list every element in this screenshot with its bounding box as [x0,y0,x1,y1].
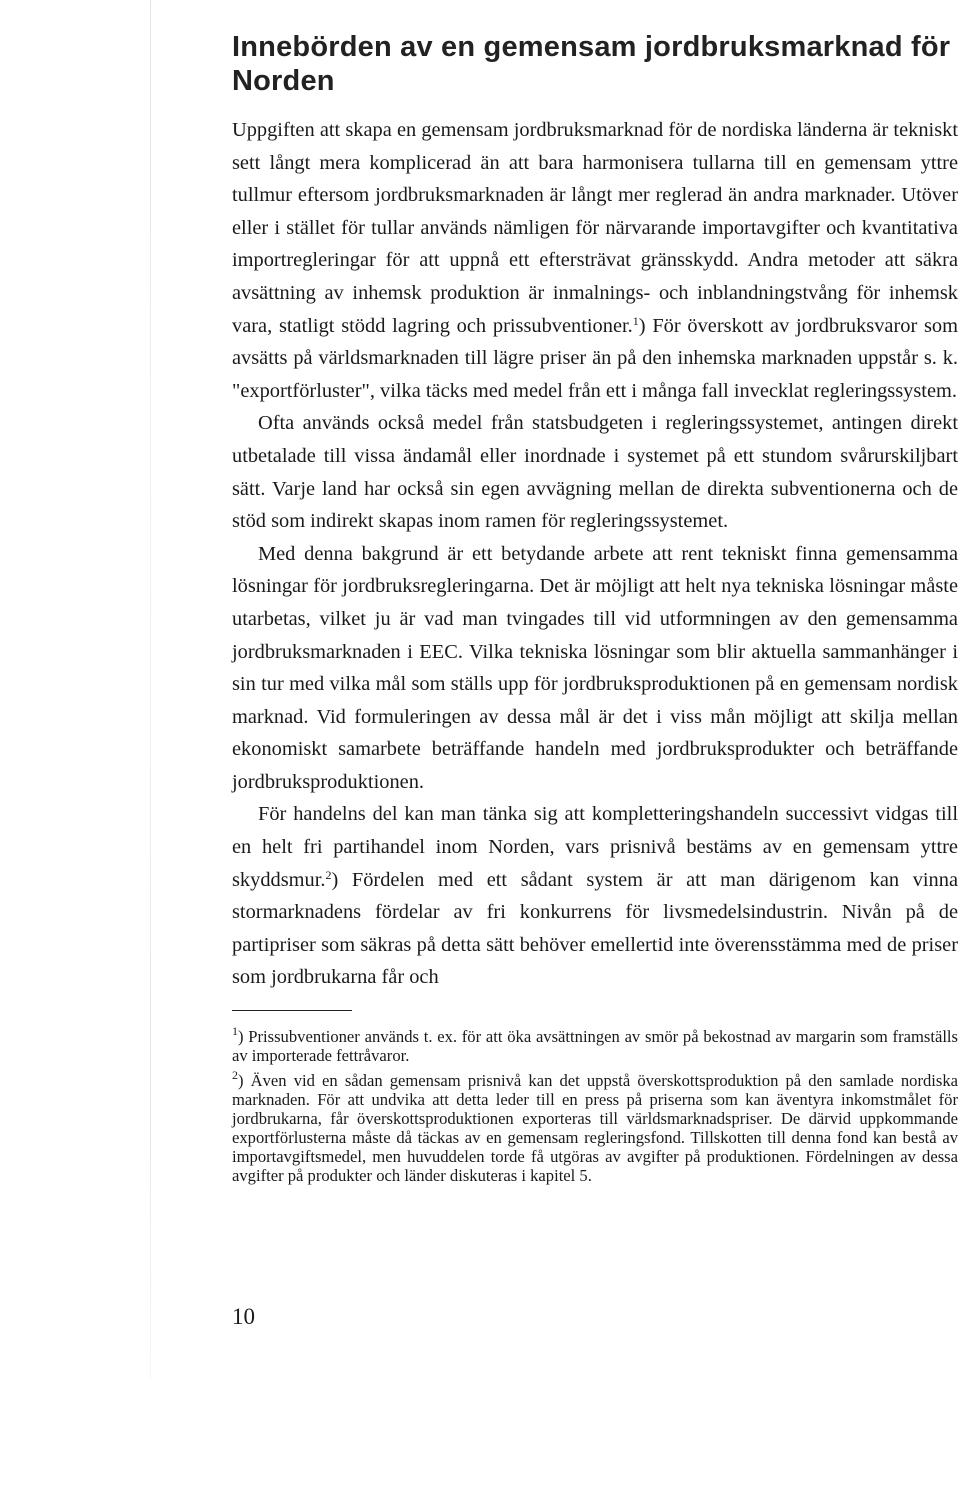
paragraph-2: Ofta används också medel från statsbudgeten i regleringssystemet, antingen direkt utbetalade till vissa ändamål eller inordnade i systemet på ett stundom svårurskiljbart sätt. Varje land har också sin egen avvägning mellan de direkta subventionerna och de stöd som indirekt skapas inom ramen för regleringssystemet. [232,412,958,533]
paragraph-text: Uppgiften att skapa en gemensam jordbruksmarknad för de nordiska länderna är tekniskt sett långt mera komplicerad än att bara harmonisera tullarna till en gemensam yttre tullmur eftersom jordbruksmarknaden är långt mer reglerad än andra marknader. Utöver eller i stället för tullar används nämligen för närvarande importavgifter och kvantitativa importregleringar för att uppnå ett eftersträvat gränsskydd. Andra metoder att säkra avsättning av inhemsk produktion är inmalnings- och inblandningstvång för inhemsk vara, statligt stödd lagring och prissubventioner. [232,119,958,337]
footnote-divider [232,1010,352,1011]
footnote-text: ) Även vid en sådan gemensam prisnivå kan det uppstå överskottsproduktion på den samlade nordiska marknaden. För att undvika att detta leder till en press på priserna som kan äventyra inkomstmålet för jordbrukarna, får överskottsproduktionen exporteras till världsmarknadspriser. De därvid uppkommande exportförlusterna måste då täckas av en gemensam regleringsfond. Tillskotten till denna fond kan bestå av importavgiftsmedel, men huvuddelen torde få utgöras av avgifter på produktionen. Fördelningen av dessa avgifter på produkter och länder diskuteras i kapitel 5. [232,1071,958,1186]
paragraph-text: ) Fördelen med ett sådant system är att man därigenom kan vinna stormarknadens fördelar av fri konkurrens för livsmedelsindustrin. Nivån på de partipriser som säkras på detta sätt behöver emellertid inte överensstämma med de priser som jordbrukarna får och [232,868,958,989]
body-text [232,114,958,994]
footnote-2 [232,1068,958,1186]
footnote-1 [232,1024,958,1066]
document-page [232,30,958,1191]
footnotes [232,1024,958,1186]
footnote-ref-1[interactable]: 1 [632,313,639,328]
paragraph-1 [232,114,958,407]
paragraph-text: ) För överskott av jordbruksvaror som avsätts på världsmarknaden till lägre priser än på den inhemska marknaden uppstår s. k. "exportförluster", vilka täcks med medel från ett i många fall invecklat regleringssystem. [232,314,958,402]
footnote-mark: 2 [232,1068,238,1083]
section-heading: Innebörden av en gemensam jordbruksmarknad för Norden [232,31,951,97]
paragraph-text: För handelns del kan man tänka sig att kompletteringshandeln successivt vidgas till en helt fri partihandel inom Norden, vars prisnivå bestäms av en gemensam yttre skyddsmur. [232,803,958,891]
footnote-ref-2[interactable]: 2 [325,867,332,882]
paragraph-4 [232,798,958,994]
footnote-mark: 1 [232,1024,238,1039]
page-number: 10 [232,1304,255,1329]
footnote-text: ) Prissubventioner används t. ex. för att öka avsättningen av smör på bekostnad av margarin som framställs av importerade fettråvaror. [232,1027,958,1066]
scan-gutter-line [150,0,151,1380]
paragraph-3: Med denna bakgrund är ett betydande arbete att rent tekniskt finna gemensamma lösningar för jordbruksregleringarna. Det är möjligt att helt nya tekniska lösningar måste utarbetas, vilket ju är vad man tvingades till vid utformningen av den gemensamma jordbruksmarknaden i EEC. Vilka tekniska lösningar som blir aktuella sammanhänger i sin tur med vilka mål som ställs upp för jordbruksproduktionen på en gemensam nordisk marknad. Vid formuleringen av dessa mål är det i viss mån möjligt att skilja mellan ekonomiskt samarbete beträffande handeln med jordbruksprodukter och beträffande jordbruksproduktionen. [232,542,958,793]
